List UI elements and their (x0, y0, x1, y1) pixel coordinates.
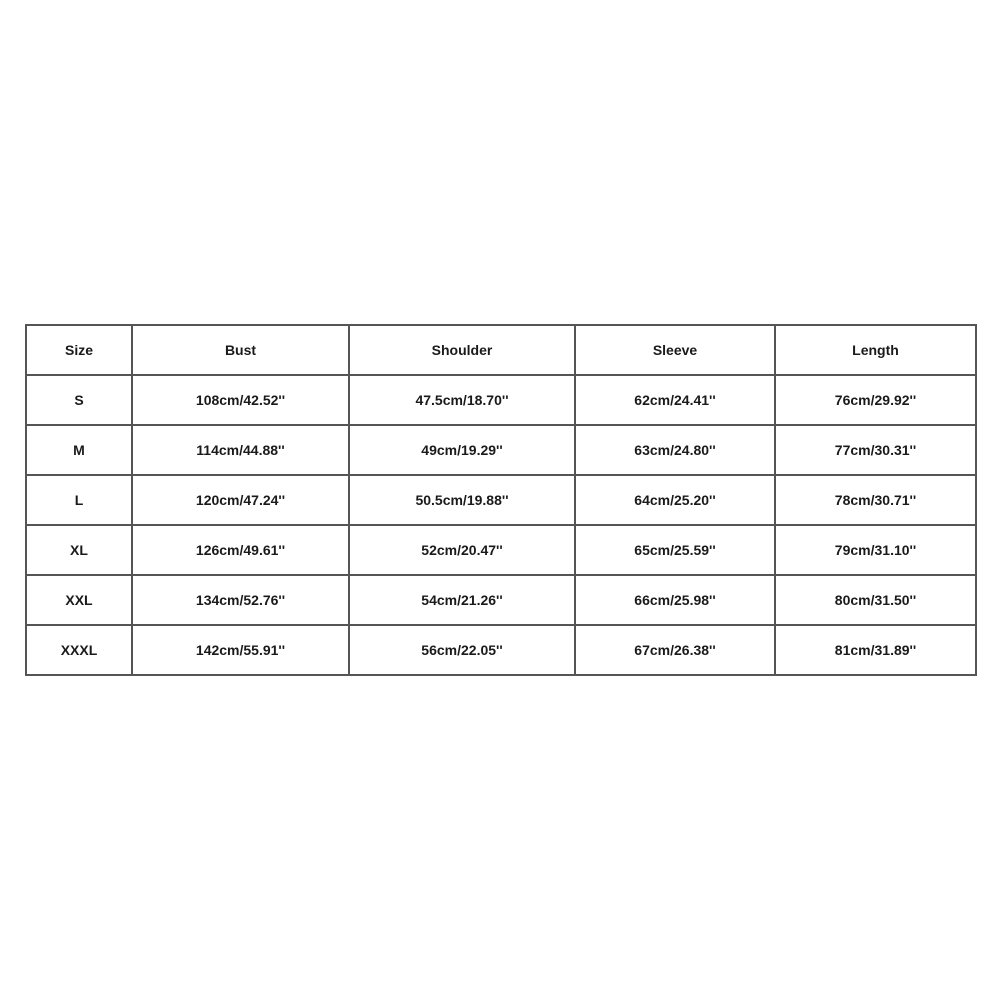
cell-shoulder: 56cm/22.05'' (349, 625, 575, 675)
cell-shoulder: 47.5cm/18.70'' (349, 375, 575, 425)
cell-bust: 142cm/55.91'' (132, 625, 349, 675)
cell-bust: 126cm/49.61'' (132, 525, 349, 575)
table-row (26, 625, 976, 675)
table-row (26, 475, 976, 525)
cell-length: 79cm/31.10'' (775, 525, 976, 575)
cell-bust: 134cm/52.76'' (132, 575, 349, 625)
cell-sleeve: 67cm/26.38'' (575, 625, 775, 675)
cell-shoulder: 50.5cm/19.88'' (349, 475, 575, 525)
size-chart-table (25, 324, 977, 676)
header-bust: Bust (132, 325, 349, 375)
cell-sleeve: 62cm/24.41'' (575, 375, 775, 425)
cell-sleeve: 66cm/25.98'' (575, 575, 775, 625)
cell-bust: 114cm/44.88'' (132, 425, 349, 475)
cell-size: XL (26, 525, 132, 575)
cell-size: XXL (26, 575, 132, 625)
header-length: Length (775, 325, 976, 375)
cell-size: M (26, 425, 132, 475)
cell-size: L (26, 475, 132, 525)
cell-length: 76cm/29.92'' (775, 375, 976, 425)
cell-sleeve: 63cm/24.80'' (575, 425, 775, 475)
header-shoulder: Shoulder (349, 325, 575, 375)
header-row (26, 325, 976, 375)
table-row (26, 525, 976, 575)
size-chart-body (26, 375, 976, 675)
table-row (26, 375, 976, 425)
cell-sleeve: 64cm/25.20'' (575, 475, 775, 525)
header-size: Size (26, 325, 132, 375)
table-row (26, 575, 976, 625)
cell-shoulder: 52cm/20.47'' (349, 525, 575, 575)
cell-length: 81cm/31.89'' (775, 625, 976, 675)
cell-sleeve: 65cm/25.59'' (575, 525, 775, 575)
cell-bust: 108cm/42.52'' (132, 375, 349, 425)
cell-shoulder: 49cm/19.29'' (349, 425, 575, 475)
header-sleeve: Sleeve (575, 325, 775, 375)
cell-length: 78cm/30.71'' (775, 475, 976, 525)
size-chart-header (26, 325, 976, 375)
cell-shoulder: 54cm/21.26'' (349, 575, 575, 625)
table-row (26, 425, 976, 475)
cell-bust: 120cm/47.24'' (132, 475, 349, 525)
cell-length: 80cm/31.50'' (775, 575, 976, 625)
cell-length: 77cm/30.31'' (775, 425, 976, 475)
cell-size: XXXL (26, 625, 132, 675)
cell-size: S (26, 375, 132, 425)
